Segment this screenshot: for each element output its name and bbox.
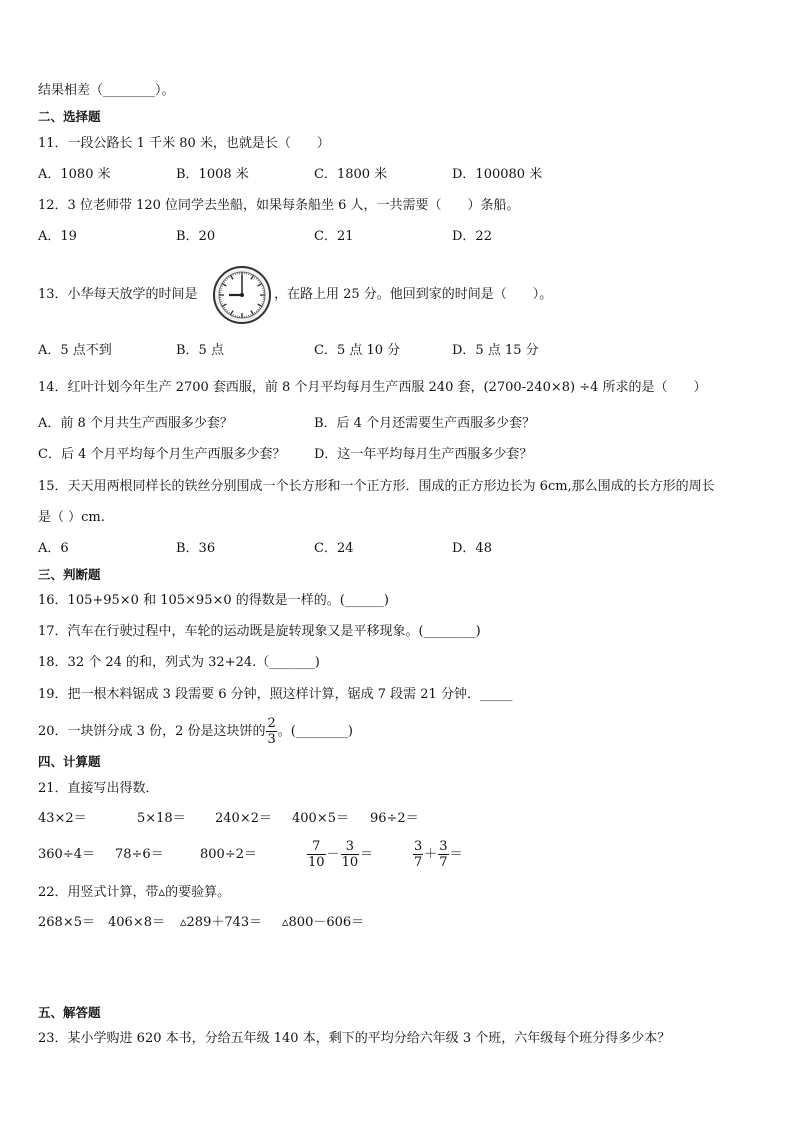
option-12-d: D．22 (452, 229, 492, 244)
question-15-line-1: 15．天天用两根同样长的铁丝分别围成一个长方形和一个正方形．围成的正方形边长为 6cm,那么围成的长方形的周长 (38, 479, 715, 494)
option-11-c: C．1800 米 (314, 167, 388, 182)
option-12-a: A．19 (38, 229, 77, 244)
calc-item: 406×8＝ (108, 915, 165, 930)
question-20-text: 20．一块饼分成 3 份，2 份是这块饼的 (38, 724, 266, 739)
question-12: 12．3 位老师带 120 位同学去坐船，如果每条船坐 6 人，一共需要（ ）条船。 (38, 198, 520, 213)
option-14-c: C．后 4 个月平均每个月生产西服多少套？ (38, 447, 286, 462)
section-5-title: 五、解答题 (38, 1005, 101, 1020)
option-13-b: B．5 点 (176, 343, 224, 358)
calc-item: 360÷4＝ (38, 847, 95, 862)
calc-item: ▵289＋743＝ (180, 915, 263, 930)
option-15-a: A．6 (38, 541, 69, 556)
question-18: 18．32 个 24 的和，列式为 32+24.（_______) (38, 655, 320, 670)
question-17: 17．汽车在行驶过程中，车轮的运动既是旋转现象又是平移现象。(________) (38, 624, 481, 639)
fraction-subtraction: $\frac{7}{10}$ － $\frac{3}{10}$ ＝ (308, 839, 374, 870)
calc-item: 78÷6＝ (115, 847, 164, 862)
question-11: 11．一段公路长 1 千米 80 米，也就是长（ ） (38, 136, 330, 151)
option-14-d: D．这一年平均每月生产西服多少套？ (314, 447, 533, 462)
calc-item: 268×5＝ (38, 915, 95, 930)
question-13-part-b: ，在路上用 25 分。他回到家的时间是（ ）。 (274, 287, 553, 302)
option-11-d: D．100080 米 (452, 167, 543, 182)
question-15-line-2: 是（ ）cm. (38, 510, 105, 525)
calc-item: 43×2＝ (38, 811, 87, 826)
clock-icon (212, 265, 272, 329)
option-14-a: A．前 8 个月共生产西服多少套？ (38, 416, 233, 431)
section-4-title: 四、计算题 (38, 754, 101, 769)
calc-item: 800÷2＝ (200, 847, 257, 862)
calc-item: 96÷2＝ (370, 811, 419, 826)
section-2-title: 二、选择题 (38, 109, 101, 124)
question-20-blank: 。(________) (277, 724, 353, 739)
option-11-b: B．1008 米 (176, 167, 249, 182)
fraction-addition: $\frac{3}{7}$ ＋ $\frac{3}{7}$ ＝ (414, 839, 463, 870)
calc-item: 400×5＝ (292, 811, 349, 826)
option-15-d: D．48 (452, 541, 492, 556)
question-16: 16．105+95×0 和 105×95×0 的得数是一样的。(______) (38, 593, 389, 608)
option-15-c: C．24 (314, 541, 354, 556)
question-21: 21．直接写出得数． (38, 781, 159, 796)
option-13-d: D．5 点 15 分 (452, 343, 539, 358)
question-14: 14．红叶计划今年生产 2700 套西服，前 8 个月平均每月生产西服 240 套，(2700-240×8) ÷4 所求的是（ ） (38, 380, 707, 395)
question-23: 23．某小学购进 620 本书，分给五年级 140 本，剩下的平均分给六年级 3 个班，六年级每个班分得多少本？ (38, 1031, 671, 1046)
calc-item: 5×18＝ (137, 811, 186, 826)
question-22: 22．用竖式计算，带▵的要验算。 (38, 885, 231, 900)
option-13-a: A．5 点不到 (38, 343, 112, 358)
option-13-c: C．5 点 10 分 (314, 343, 401, 358)
option-14-b: B．后 4 个月还需要生产西服多少套？ (314, 416, 536, 431)
calc-item: 240×2＝ (215, 811, 272, 826)
section-3-title: 三、判断题 (38, 567, 101, 582)
option-15-b: B．36 (176, 541, 216, 556)
question-13-part-a: 13．小华每天放学的时间是 (38, 287, 198, 302)
option-12-c: C．21 (314, 229, 354, 244)
continued-blank-line: 结果相差（________）。 (38, 83, 175, 98)
option-12-b: B．20 (176, 229, 216, 244)
question-19: 19．把一根木料锯成 3 段需要 6 分钟，照这样计算，锯成 7 段需 21 分钟．_____ (38, 687, 513, 702)
calc-item: ▵800－606＝ (282, 915, 365, 930)
question-20 (38, 716, 353, 747)
option-11-a: A．1080 米 (38, 167, 111, 182)
fraction-two-thirds: $\frac{2}{3}$ (267, 716, 276, 747)
